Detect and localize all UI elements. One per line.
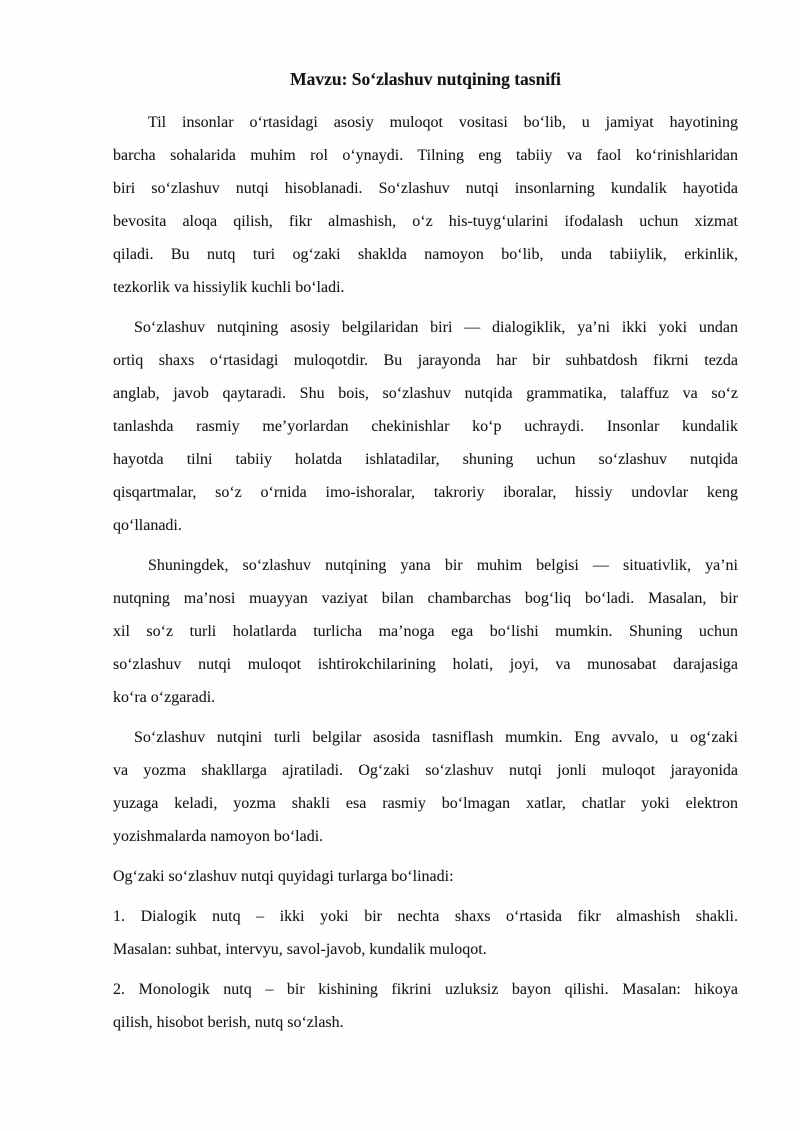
list-item — [113, 973, 738, 1039]
text-line: va yozma shakllarga ajratiladi. Ogʻzaki soʻzlashuv nutqi jonli muloqot jarayonida — [113, 762, 738, 779]
text-line: biri soʻzlashuv nutqi hisoblanadi. Soʻzlashuv nutqi insonlarning kundalik hayotida — [113, 180, 738, 197]
text-line: Ogʻzaki soʻzlashuv nutqi quyidagi turlarga boʻlinadi: — [113, 868, 454, 885]
text-line: barcha sohalarida muhim rol oʻynaydi. Tilning eng tabiiy va faol koʻrinishlaridan — [113, 147, 738, 164]
paragraph — [113, 311, 738, 542]
text-line: anglab, javob qaytaradi. Shu bois, soʻzlashuv nutqida grammatika, talaffuz va soʻz — [113, 385, 738, 402]
text-line: qoʻllanadi. — [113, 517, 182, 534]
text-line: nutqning maʼnosi muayyan vaziyat bilan chambarchas bogʻliq boʻladi. Masalan, bir — [113, 590, 738, 607]
text-line: hayotda tilni tabiiy holatda ishlatadilar, shuning uchun soʻzlashuv nutqida — [113, 451, 738, 468]
paragraph-lead-in — [113, 860, 738, 893]
text-line: Soʻzlashuv nutqining asosiy belgilaridan biri — dialogiklik, yaʼni ikki yoki undan — [134, 319, 738, 336]
text-line: Til insonlar oʻrtasidagi asosiy muloqot vositasi boʻlib, u jamiyat hayotining — [148, 114, 738, 131]
text-line: yuzaga keladi, yozma shakli esa rasmiy boʻlmagan xatlar, chatlar yoki elektron — [113, 795, 738, 812]
text-line: 1. Dialogik nutq – ikki yoki bir nechta shaxs oʻrtasida fikr almashish shakli. — [113, 908, 738, 925]
text-line: 2. Monologik nutq – bir kishining fikrini uzluksiz bayon qilishi. Masalan: hikoya — [113, 981, 738, 998]
text-line: Soʻzlashuv nutqini turli belgilar asosida tasniflash mumkin. Eng avvalo, u ogʻzaki — [134, 729, 738, 746]
text-line: Shuningdek, soʻzlashuv nutqining yana bir muhim belgisi — situativlik, yaʼni — [148, 557, 738, 574]
text-line: soʻzlashuv nutqi muloqot ishtirokchilarining holati, joyi, va munosabat darajasiga — [113, 656, 738, 673]
text-line: yozishmalarda namoyon boʻladi. — [113, 828, 324, 845]
text-line: tanlashda rasmiy meʼyorlardan chekinishlar koʻp uchraydi. Insonlar kundalik — [113, 418, 738, 435]
document-title: Mavzu: Soʻzlashuv nutqining tasnifi — [290, 69, 561, 89]
text-line: qiladi. Bu nutq turi ogʻzaki shaklda namoyon boʻlib, unda tabiiylik, erkinlik, — [113, 246, 738, 263]
text-line: qisqartmalar, soʻz oʻrnida imo-ishoralar, takroriy iboralar, hissiy undovlar keng — [113, 484, 738, 501]
paragraph — [113, 106, 738, 304]
text-line: tezkorlik va hissiylik kuchli boʻladi. — [113, 279, 345, 296]
text-line: koʻra oʻzgaradi. — [113, 689, 216, 706]
text-line: bevosita aloqa qilish, fikr almashish, oʻz his-tuygʻularini ifodalash uchun xizmat — [113, 213, 738, 230]
paragraph — [113, 549, 738, 714]
list-item — [113, 900, 738, 966]
paragraph — [113, 721, 738, 853]
text-line: Masalan: suhbat, intervyu, savol-javob, kundalik muloqot. — [113, 941, 487, 958]
text-line: qilish, hisobot berish, nutq soʻzlash. — [113, 1014, 344, 1031]
text-line: xil soʻz turli holatlarda turlicha maʼnoga ega boʻlishi mumkin. Shuning uchun — [113, 623, 738, 640]
text-line: ortiq shaxs oʻrtasidagi muloqotdir. Bu jarayonda har bir suhbatdosh fikrni tezda — [113, 352, 738, 369]
